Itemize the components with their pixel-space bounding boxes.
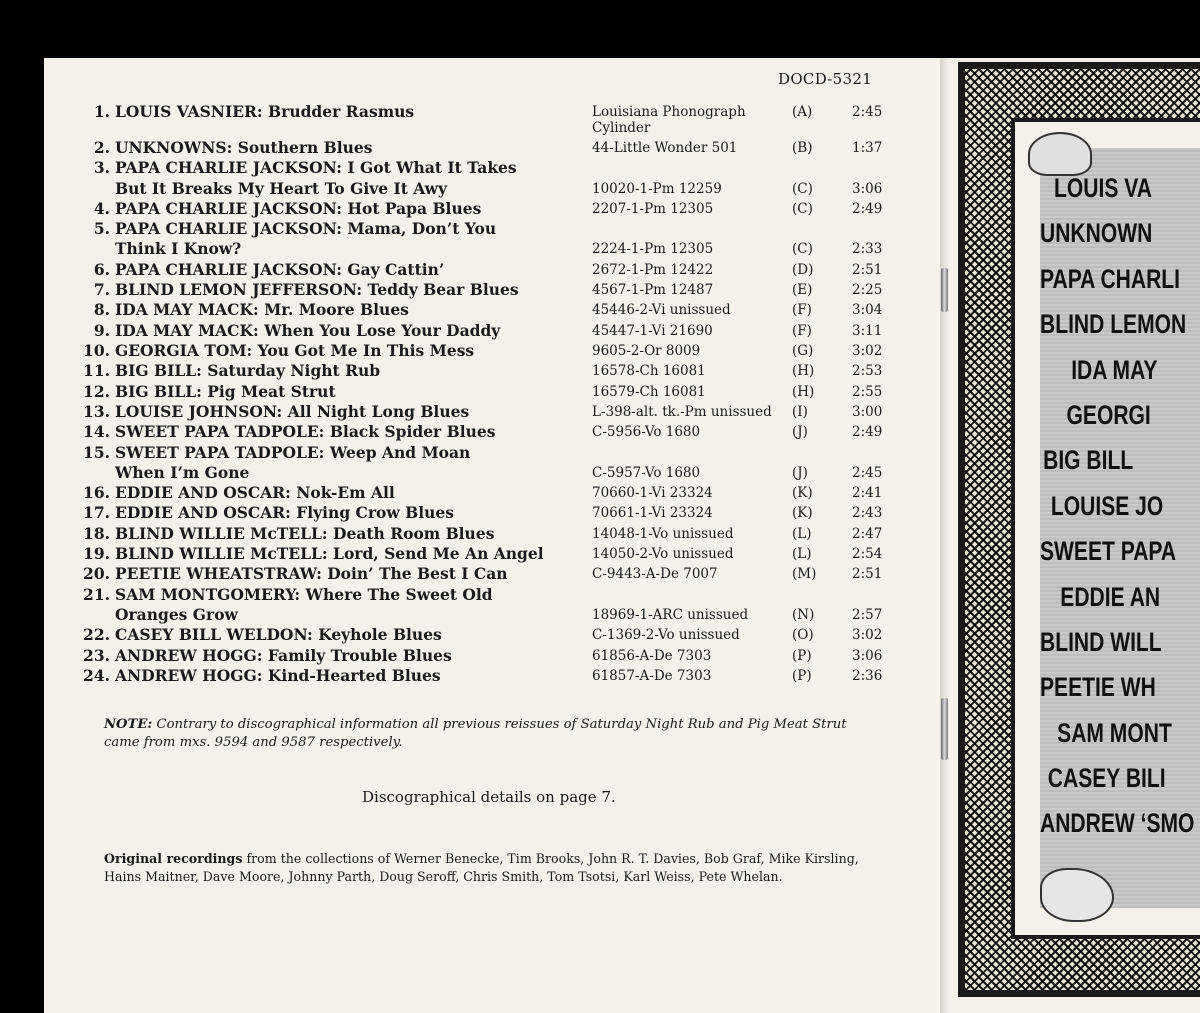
- track-song: Weep And Moan: [329, 442, 471, 462]
- track-matrix: 2224-1-Pm 12305: [592, 241, 714, 258]
- track-title: [115, 544, 595, 563]
- cover-artist-name: SWEET PAPA: [1040, 536, 1177, 567]
- track-song: Gay Cattin’: [347, 259, 445, 279]
- discographical-details-text: Discographical details on page 7.: [362, 788, 616, 806]
- track-duration: 2:49: [852, 200, 883, 217]
- track-number: 23.: [83, 645, 110, 665]
- cover-artist-names: [1040, 166, 1200, 847]
- track-session-code: (G): [792, 343, 814, 359]
- track-title: [115, 666, 595, 685]
- track-song: Flying Crow Blues: [296, 503, 454, 523]
- track-matrix: 61856-A-De 7303: [592, 647, 712, 664]
- track-title: [115, 503, 595, 522]
- track-song: When You Lose Your Daddy: [264, 320, 501, 340]
- track-song: Keyhole Blues: [318, 625, 442, 645]
- track-number: 15.: [83, 442, 110, 462]
- track-matrix: C-5956-Vo 1680: [592, 424, 701, 441]
- track-matrix: 16578-Ch 16081: [592, 363, 706, 380]
- track-session-code: (L): [792, 525, 812, 542]
- track-matrix: 45447-1-Vi 21690: [592, 322, 713, 339]
- track-matrix: C-9443-A-De 7007: [592, 566, 718, 583]
- track-song: Nok-Em All: [296, 483, 395, 503]
- track-duration: 2:53: [852, 363, 883, 380]
- track-number: 21.: [83, 584, 110, 604]
- track-duration: 2:47: [852, 525, 883, 542]
- track-session-code: (J): [792, 424, 808, 441]
- track-duration: 3:06: [852, 647, 883, 664]
- track-session-code: (C): [792, 241, 813, 258]
- staple-bottom: [941, 698, 948, 760]
- track-duration: 2:57: [852, 606, 883, 623]
- track-matrix: 70660-1-Vi 23324: [592, 485, 713, 502]
- credits-paragraph: [104, 850, 864, 886]
- track-number: 14.: [83, 422, 110, 442]
- track-session-code: (N): [792, 606, 815, 623]
- track-artist: SAM MONTGOMERY:: [115, 584, 301, 604]
- track-artist: PAPA CHARLIE JACKSON:: [115, 219, 342, 239]
- track-artist: PEETIE WHEATSTRAW:: [115, 564, 322, 584]
- track-duration: 2:55: [852, 383, 883, 400]
- track-title: [115, 361, 595, 380]
- track-number: 24.: [83, 665, 110, 685]
- track-duration: 3:04: [852, 302, 883, 319]
- track-artist: BIG BILL:: [115, 381, 202, 401]
- track-artist: SWEET PAPA TADPOLE:: [115, 422, 325, 442]
- track-session-code: (A): [792, 104, 813, 120]
- track-matrix: 16579-Ch 16081: [592, 383, 706, 400]
- track-duration: 2:51: [852, 566, 883, 583]
- cover-artist-name: SAM MONT: [1057, 717, 1172, 748]
- track-duration: 2:45: [852, 104, 883, 120]
- booklet-spine: [940, 58, 950, 1013]
- cover-artist-name: EDDIE AN: [1060, 581, 1161, 612]
- track-song: You Got Me In This Mess: [257, 341, 475, 360]
- track-matrix: C-1369-2-Vo unissued: [592, 627, 740, 644]
- track-matrix: 2207-1-Pm 12305: [592, 200, 714, 217]
- cover-artist-name: BLIND LEMON: [1040, 309, 1187, 340]
- cover-artist-name: UNKNOWN: [1040, 218, 1153, 249]
- track-session-code: (I): [792, 403, 808, 420]
- track-song: Mama, Don’t You: [347, 219, 497, 239]
- track-matrix: C-5957-Vo 1680: [592, 464, 701, 481]
- track-title: [115, 102, 595, 121]
- track-song: Pig Meat Strut: [207, 381, 336, 401]
- catalog-number: DOCD-5321: [778, 70, 873, 88]
- track-number: 10.: [83, 341, 110, 360]
- track-session-code: (B): [792, 140, 813, 156]
- track-matrix: 18969-1-ARC unissued: [592, 606, 749, 623]
- track-title: [115, 585, 595, 604]
- track-matrix: 45446-2-Vi unissued: [592, 302, 731, 319]
- tracklist-page: [44, 58, 940, 1013]
- track-artist: GEORGIA TOM:: [115, 341, 253, 360]
- staple-top: [941, 268, 948, 312]
- track-matrix: 2672-1-Pm 12422: [592, 261, 714, 278]
- cover-artist-name: PAPA CHARLI: [1040, 263, 1181, 294]
- note-text: Contrary to discographical information all previous reissues of Saturday Night Rub and Pig Meat Strut came from mxs. 9594 and 9587 respectively.: [104, 717, 847, 750]
- track-artist: SWEET PAPA TADPOLE:: [115, 442, 325, 462]
- track-song: Saturday Night Rub: [207, 361, 381, 381]
- track-artist: CASEY BILL WELDON:: [115, 625, 313, 645]
- track-song: Death Room Blues: [333, 523, 495, 543]
- track-number: 16.: [83, 483, 110, 503]
- cover-artist-name: GEORGI: [1066, 399, 1151, 430]
- track-title: [115, 158, 595, 177]
- track-title: [115, 422, 595, 441]
- track-song: Teddy Bear Blues: [367, 280, 519, 300]
- track-artist: UNKNOWNS:: [115, 138, 233, 157]
- track-title-continued: But It Breaks My Heart To Give It Awy: [115, 178, 448, 198]
- track-title: [115, 300, 595, 319]
- track-song: Lord, Send Me An Angel: [333, 544, 544, 563]
- track-number: 19.: [83, 544, 110, 563]
- track-session-code: (H): [792, 383, 815, 400]
- track-duration: 3:00: [852, 403, 883, 420]
- track-session-code: (P): [792, 647, 812, 664]
- track-duration: 2:43: [852, 505, 883, 522]
- track-duration: 2:36: [852, 667, 883, 684]
- track-session-code: (M): [792, 566, 817, 583]
- track-song: Where The Sweet Old: [305, 584, 493, 604]
- track-artist: IDA MAY MACK:: [115, 320, 259, 340]
- track-song: Southern Blues: [237, 138, 373, 157]
- track-title: [115, 646, 595, 665]
- track-artist: ANDREW HOGG:: [115, 665, 263, 685]
- track-title: [115, 341, 595, 360]
- cover-artist-name: ANDREW ‘SMO: [1040, 808, 1195, 839]
- track-song: Black Spider Blues: [329, 422, 496, 442]
- note-paragraph: [104, 716, 864, 752]
- track-session-code: (F): [792, 322, 812, 339]
- track-matrix: 61857-A-De 7303: [592, 667, 712, 684]
- track-song: Brudder Rasmus: [268, 102, 415, 121]
- credits-label: Original recordings: [104, 851, 243, 866]
- track-session-code: (E): [792, 282, 813, 299]
- track-matrix: 4567-1-Pm 12487: [592, 282, 714, 299]
- track-session-code: (K): [792, 505, 813, 522]
- track-number: 20.: [83, 564, 110, 584]
- track-duration: 3:02: [852, 627, 883, 644]
- track-number: 8.: [93, 300, 110, 320]
- track-number: 13.: [83, 401, 110, 421]
- track-number: 5.: [93, 219, 110, 239]
- track-matrix: 14050-2-Vo unissued: [592, 546, 734, 562]
- track-song: Doin’ The Best I Can: [327, 564, 508, 584]
- track-number: 12.: [83, 381, 110, 401]
- track-title: [115, 443, 595, 462]
- cover-artist-name: BLIND WILL: [1040, 626, 1162, 657]
- track-artist: EDDIE AND OSCAR:: [115, 503, 291, 523]
- track-song: Hot Papa Blues: [347, 198, 482, 218]
- track-song: Family Trouble Blues: [267, 645, 452, 665]
- track-title: [115, 260, 595, 279]
- track-song: Kind-Hearted Blues: [267, 665, 441, 685]
- track-duration: 2:41: [852, 485, 883, 502]
- track-matrix: 10020-1-Pm 12259: [592, 180, 722, 197]
- track-title-continued: Oranges Grow: [115, 604, 238, 624]
- track-artist: ANDREW HOGG:: [115, 645, 263, 665]
- track-artist: BIG BILL:: [115, 361, 202, 381]
- track-duration: 2:51: [852, 261, 883, 278]
- track-number: 11.: [83, 361, 110, 381]
- track-artist: LOUIS VASNIER:: [115, 102, 263, 121]
- cover-artist-name: LOUIS VA: [1054, 173, 1152, 203]
- credits-text: from the collections of Werner Benecke, Tim Brooks, John R. T. Davies, Bob Graf, Mike Kirsling, Hains Maitner, Dave Moore, Johnny Parth, Doug Seroff, Chris Smith, Tom Tsotsi, Karl Weiss, Pete Whelan.: [104, 851, 859, 884]
- track-artist: LOUISE JOHNSON:: [115, 401, 283, 421]
- cover-artist-name: CASEY BILI: [1047, 763, 1166, 794]
- cover-artist-name: LOUISE JO: [1050, 490, 1164, 521]
- track-number: 6.: [93, 259, 110, 279]
- track-artist: PAPA CHARLIE JACKSON:: [115, 259, 342, 279]
- track-number: 22.: [83, 625, 110, 645]
- track-title: [115, 138, 595, 157]
- track-number: 1.: [93, 102, 110, 121]
- track-matrix: 44-Little Wonder 501: [592, 140, 738, 156]
- track-matrix-continued: Cylinder: [592, 120, 651, 136]
- cover-page: [950, 58, 1200, 1013]
- track-number: 9.: [93, 320, 110, 340]
- track-artist: PAPA CHARLIE JACKSON:: [115, 198, 342, 218]
- track-matrix: 14048-1-Vo unissued: [592, 525, 734, 542]
- track-duration: 2:54: [852, 546, 883, 562]
- track-duration: 2:49: [852, 424, 883, 441]
- track-matrix: L-398-alt. tk.-Pm unissued: [592, 403, 772, 420]
- track-song: All Night Long Blues: [287, 401, 470, 421]
- track-number: 4.: [93, 198, 110, 218]
- track-session-code: (P): [792, 667, 812, 684]
- track-song: I Got What It Takes: [347, 158, 517, 178]
- track-session-code: (D): [792, 261, 814, 278]
- track-artist: EDDIE AND OSCAR:: [115, 483, 291, 503]
- track-number: 7.: [93, 280, 110, 300]
- track-matrix: 70661-1-Vi 23324: [592, 505, 713, 522]
- track-artist: PAPA CHARLIE JACKSON:: [115, 158, 342, 178]
- note-label: NOTE:: [104, 717, 153, 732]
- track-duration: 3:02: [852, 343, 883, 359]
- track-matrix: Louisiana Phonograph: [592, 104, 746, 120]
- track-title: [115, 321, 595, 340]
- track-title: [115, 219, 595, 238]
- track-number: 2.: [93, 138, 110, 157]
- track-title: [115, 402, 595, 421]
- track-title: [115, 625, 595, 644]
- track-duration: 2:25: [852, 282, 883, 299]
- cover-artist-name: PEETIE WH: [1040, 672, 1156, 703]
- track-title: [115, 280, 595, 299]
- track-matrix: 9605-2-Or 8009: [592, 343, 701, 359]
- cover-artist-name: IDA MAY: [1071, 354, 1158, 385]
- track-title: [115, 483, 595, 502]
- track-duration: 3:11: [852, 322, 883, 339]
- track-title: [115, 382, 595, 401]
- track-duration: 3:06: [852, 180, 883, 197]
- track-number: 3.: [93, 158, 110, 178]
- track-session-code: (H): [792, 363, 815, 380]
- track-title-continued: Think I Know?: [115, 239, 242, 259]
- track-title: [115, 199, 595, 218]
- track-artist: BLIND WILLIE McTELL:: [115, 544, 328, 563]
- track-duration: 2:45: [852, 464, 883, 481]
- track-session-code: (F): [792, 302, 812, 319]
- track-title: [115, 524, 595, 543]
- track-artist: BLIND LEMON JEFFERSON:: [115, 280, 363, 300]
- track-duration: 2:33: [852, 241, 883, 258]
- track-artist: IDA MAY MACK:: [115, 300, 259, 320]
- track-session-code: (C): [792, 200, 813, 217]
- track-session-code: (O): [792, 627, 814, 644]
- track-duration: 1:37: [852, 140, 883, 156]
- cover-artist-name: BIG BILL: [1043, 445, 1134, 476]
- track-artist: BLIND WILLIE McTELL:: [115, 523, 328, 543]
- track-song: Mr. Moore Blues: [264, 300, 409, 320]
- track-number: 17.: [83, 503, 110, 523]
- track-title: [115, 564, 595, 583]
- track-session-code: (J): [792, 464, 808, 481]
- track-session-code: (L): [792, 546, 812, 562]
- track-title-continued: When I’m Gone: [115, 462, 250, 482]
- track-session-code: (C): [792, 180, 813, 197]
- track-number: 18.: [83, 523, 110, 543]
- track-session-code: (K): [792, 485, 813, 502]
